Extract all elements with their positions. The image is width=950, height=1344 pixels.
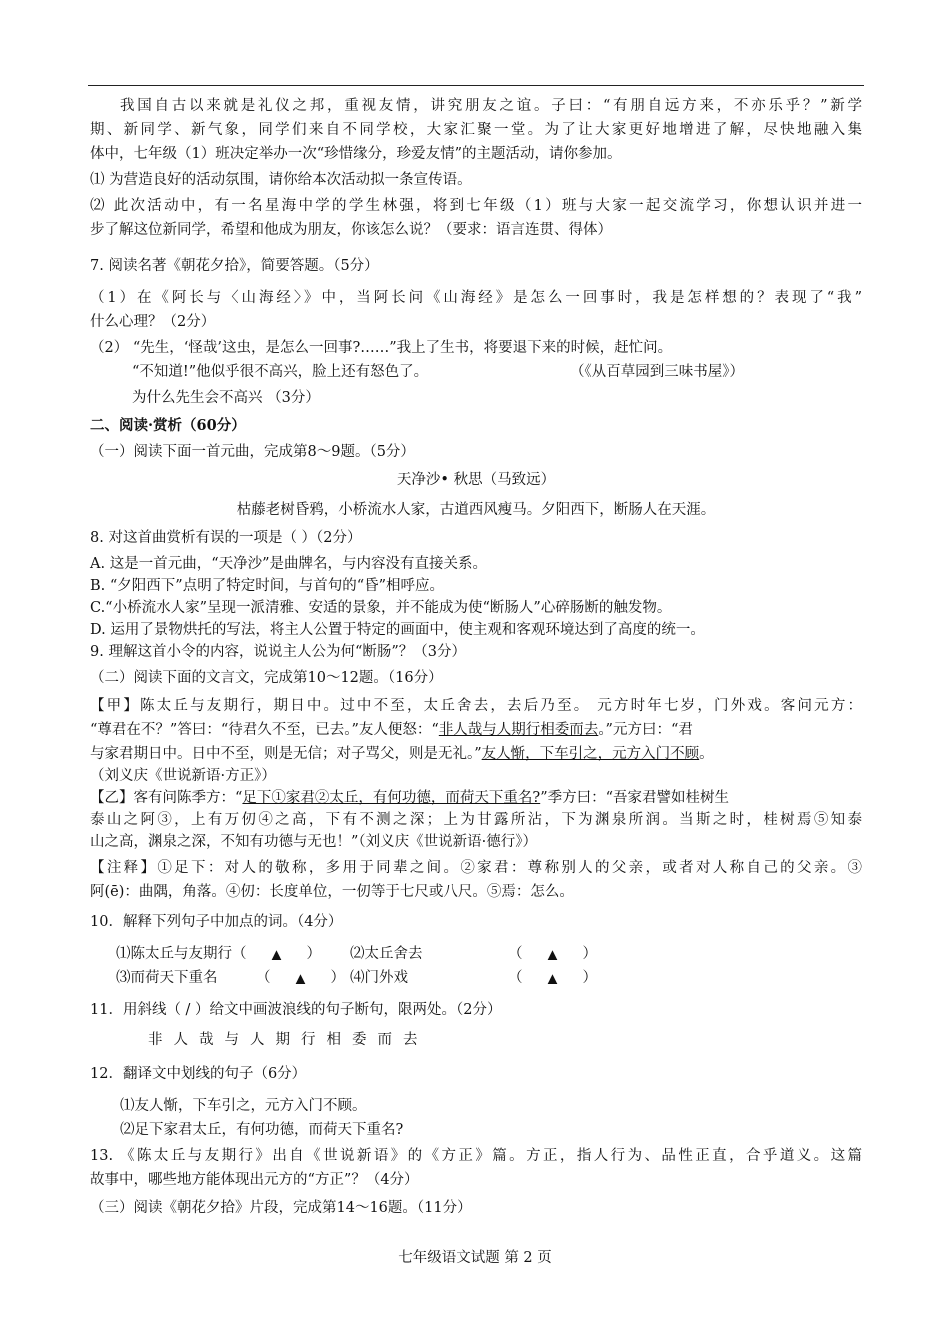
q7-part2-source: （《从百草园到三味书屋》） bbox=[570, 364, 744, 380]
q10-item-3-blank[interactable]: （ ▲ ） bbox=[256, 970, 345, 986]
q12-stem: 12．翻译文中划线的句子（6分） bbox=[90, 1066, 307, 1082]
q7-part2-question: 为什么先生会不高兴 （3分） bbox=[132, 390, 320, 406]
passage-text: ”季方曰：“吾家君譬如桂树生 bbox=[540, 790, 730, 806]
passage-text: 【乙】客有问陈季方：“ bbox=[90, 790, 243, 806]
q10-item-4: ⑷门外戏 bbox=[350, 970, 408, 986]
passage-yi-line1 bbox=[90, 788, 862, 808]
q11-stem: 11．用斜线（ / ）给文中画波浪线的句子断句，限两处。（2分） bbox=[90, 1002, 502, 1018]
q10-item-2-blank[interactable]: （ ▲ ） bbox=[508, 946, 597, 962]
q8-option-d: D. 运用了景物烘托的写法，将主人公置于特定的画面中，使主观和客观环境达到了高度的统一。 bbox=[90, 622, 705, 638]
q12-item-2: ⑵足下家君太丘，有何功德，而荷天下重名? bbox=[120, 1122, 404, 1138]
intro-question-2a: ⑵ 此次活动中，有一名星海中学的学生林强，将到七年级（1）班与大家一起交流学习，你想认识并进一 bbox=[90, 198, 862, 214]
passage-text: “尊君在不？”答曰：“待君久不至，已去。”友人便怒：“ bbox=[90, 722, 439, 738]
page-footer: 七年级语文试题 第 2 页 bbox=[398, 1250, 552, 1266]
wavy-sentence: 非人哉与人期行相委而去 bbox=[438, 722, 599, 738]
passage-jia-line3 bbox=[90, 744, 862, 764]
part-2-intro: （二）阅读下面的文言文，完成第10～12题。（16分） bbox=[90, 670, 443, 686]
q7-part1-line1: （1）在《阿长与〈山海经〉》中，当阿长问《山海经》是怎么一回事时，我是怎样想的？表现了“我” bbox=[90, 290, 862, 306]
answer-blank[interactable]: ▲ bbox=[271, 947, 282, 961]
passage-text: 。”元方曰：“君 bbox=[598, 722, 693, 738]
passage-yi-line2: 泰山之阿③，上有万仞④之高，下有不测之深；上为甘露所沾，下为渊泉所润。当斯之时，桂树焉⑤知泰 bbox=[90, 812, 862, 828]
notes-line1: 【注释】①足下：对人的敬称，多用于同辈之间。②家君：尊称别人的父亲，或者对人称自己的父亲。③ bbox=[90, 860, 862, 876]
intro-line-3: 体中，七年级（1）班决定举办一次“珍惜缘分，珍爱友情”的主题活动，请你参加。 bbox=[90, 146, 622, 162]
q13-line2: 故事中，哪些地方能体现出元方的“方正”？（4分） bbox=[90, 1172, 419, 1188]
q8-option-a: A. 这是一首元曲，“天净沙”是曲牌名，与内容没有直接关系。 bbox=[90, 556, 488, 572]
section-2-title: 二、阅读·赏析（60分） bbox=[90, 417, 246, 434]
q9-stem: 9. 理解这首小令的内容，说说主人公为何“断肠”？（3分） bbox=[90, 644, 466, 660]
passage-jia-line1: 【甲】陈太丘与友期行，期日中。过中不至，太丘舍去，去后乃至。 元方时年七岁，门外戏。客问元方： bbox=[90, 698, 862, 714]
q13-line1: 13. 《陈太丘与友期行》出自《世说新语》的《方正》篇。方正，指人行为、品性正直，合乎道义。这篇 bbox=[90, 1148, 862, 1164]
q10-item-1: ⑴陈太丘与友期行（ ▲ ） bbox=[116, 946, 321, 962]
notes-line2: 阿(ē)：曲隅，角落。④仞：长度单位，一仞等于七尺或八尺。⑤焉：怎么。 bbox=[90, 884, 574, 900]
q10-item-3: ⑶而荷天下重名 bbox=[116, 970, 218, 986]
header-rule bbox=[88, 85, 864, 86]
q10-item-text: ⑴陈太丘与友期行（ bbox=[116, 946, 247, 962]
part-1-intro: （一）阅读下面一首元曲，完成第8～9题。（5分） bbox=[90, 444, 415, 460]
q8-stem: 8. 对这首曲赏析有误的一项是（ ）（2分） bbox=[90, 530, 362, 546]
passage-yi-line3: 山之高，渊泉之深，不知有功德与无也！”（刘义庆《世说新语·德行》） bbox=[90, 834, 538, 850]
underlined-sentence: 友人惭，下车引之，元方入门不顾 bbox=[481, 746, 700, 762]
intro-line-1: 我国自古以来就是礼仪之邦，重视友情，讲究朋友之谊。子曰：“有朋自远方来，不亦乐乎？”新学 bbox=[120, 98, 862, 114]
poem-title: 天净沙• 秋思（马致远） bbox=[396, 472, 556, 488]
q7-title: 7. 阅读名著《朝花夕拾》，简要答题。（5分） bbox=[90, 258, 379, 274]
q7-part2-quote: “不知道!”他似乎很不高兴，脸上还有怒色了。 bbox=[132, 364, 429, 380]
passage-text: 与家君期日中。日中不至，则是无信；对子骂父，则是无礼。” bbox=[90, 746, 482, 762]
q11-sentence: 非人哉与人期行相委而去 bbox=[148, 1032, 429, 1048]
answer-blank[interactable]: ▲ bbox=[547, 947, 558, 961]
intro-line-2: 期、新同学、新气象，同学们来自不同学校，大家汇聚一堂。为了让大家更好地增进了解，尽快地融入集 bbox=[90, 122, 862, 138]
poem-text: 枯藤老树昏鸦，小桥流水人家，古道西风瘦马。夕阳西下，断肠人在天涯。 bbox=[236, 502, 716, 518]
passage-jia-line2 bbox=[90, 720, 862, 740]
intro-question-1: ⑴ 为营造良好的活动氛围，请你给本次活动拟一条宣传语。 bbox=[90, 172, 472, 188]
q10-item-2: ⑵太丘舍去 bbox=[350, 946, 423, 962]
q10-item-4-blank[interactable]: （ ▲ ） bbox=[508, 970, 597, 986]
passage-text: 。 bbox=[699, 746, 714, 762]
passage-jia-source: （刘义庆《世说新语·方正》） bbox=[90, 768, 276, 784]
q7-part1-line2: 什么心理？（2分） bbox=[90, 314, 216, 330]
q7-part2-line1: （2） “先生，‘怪哉’这虫，是怎么一回事?……”我上了生书，将要退下来的时候，赶忙问。 bbox=[90, 340, 673, 356]
answer-blank[interactable]: ▲ bbox=[295, 971, 306, 985]
q10-stem: 10．解释下列句子中加点的词。（4分） bbox=[90, 914, 343, 930]
part-3-intro: （三）阅读《朝花夕拾》片段，完成第14～16题。（11分） bbox=[90, 1200, 472, 1216]
q12-item-1: ⑴友人惭，下车引之，元方入门不顾。 bbox=[120, 1098, 367, 1114]
intro-question-2b: 步了解这位新同学，希望和他成为朋友，你该怎么说？（要求：语言连贯、得体） bbox=[90, 222, 612, 238]
q8-option-b: B. “夕阳西下”点明了特定时间，与首句的“昏”相呼应。 bbox=[90, 578, 445, 594]
q8-option-c: C.“小桥流水人家”呈现一派清雅、安适的景象，并不能成为使“断肠人”心碎肠断的触发物。 bbox=[90, 600, 672, 616]
answer-blank[interactable]: ▲ bbox=[547, 971, 558, 985]
underlined-sentence: 足下①家君②太丘，有何功德，而荷天下重名? bbox=[242, 790, 541, 806]
